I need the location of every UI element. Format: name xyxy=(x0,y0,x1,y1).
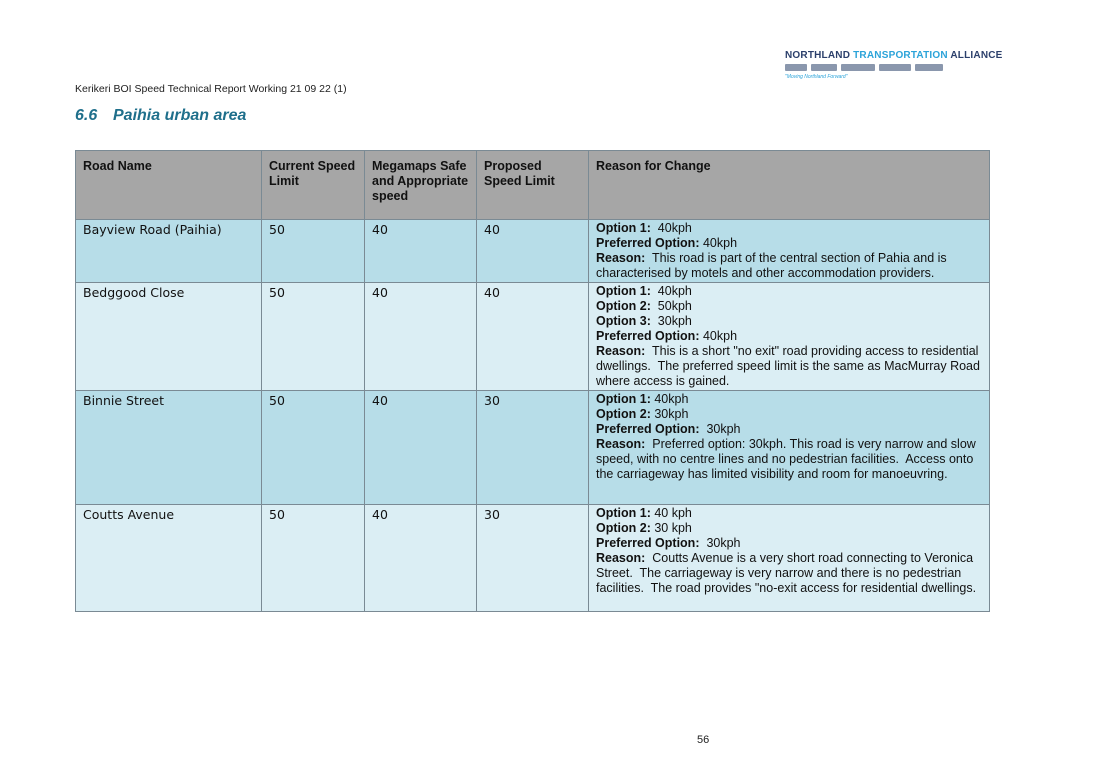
table-row xyxy=(76,391,990,505)
reason-line xyxy=(596,221,982,236)
reason-text: 30 kph xyxy=(650,521,692,535)
logo-title: NORTHLAND TRANSPORTATION ALLIANCE xyxy=(785,50,1003,61)
reason-cell xyxy=(589,505,990,612)
reason-line xyxy=(596,251,982,281)
council-logo-icon xyxy=(811,64,837,71)
current-speed-cell: 50 xyxy=(262,505,365,612)
header-current-speed: Current Speed Limit xyxy=(262,151,365,220)
reason-label: Reason: xyxy=(596,251,646,265)
reason-cell xyxy=(589,391,990,505)
proposed-speed-cell: 40 xyxy=(477,283,589,391)
road-name-cell: Bayview Road (Paihia) xyxy=(76,220,262,283)
reason-line xyxy=(596,299,982,314)
header-road-name: Road Name xyxy=(76,151,262,220)
reason-label: Option 2: xyxy=(596,299,651,313)
megamaps-speed-cell: 40 xyxy=(365,505,477,612)
reason-text: 40kph xyxy=(699,329,738,343)
reason-line xyxy=(596,521,982,536)
reason-text: 30kph xyxy=(699,422,741,436)
reason-label: Option 1: xyxy=(596,506,651,520)
reason-text: 50kph xyxy=(650,299,692,313)
council-logo-icon xyxy=(785,64,807,71)
section-heading xyxy=(75,107,246,125)
council-logo-icon xyxy=(879,64,911,71)
proposed-speed-cell: 40 xyxy=(477,220,589,283)
header-proposed-speed: Proposed Speed Limit xyxy=(477,151,589,220)
reason-text: 40kph xyxy=(650,392,689,406)
reason-cell xyxy=(589,283,990,391)
reason-text: 40kph xyxy=(650,221,692,235)
current-speed-cell: 50 xyxy=(262,391,365,505)
reason-label: Option 1: xyxy=(596,221,651,235)
reason-text: 40 kph xyxy=(650,506,692,520)
council-logo-icon xyxy=(841,64,875,71)
reason-text: Preferred option: 30kph. This road is very narrow and slow speed, with no centre lines and no pedestrian facilities. Access onto the carriageway has limited visibility and room for manoeuvring. xyxy=(596,437,980,481)
reason-text: 30kph xyxy=(650,314,692,328)
road-name-cell: Coutts Avenue xyxy=(76,505,262,612)
reason-label: Option 1: xyxy=(596,392,651,406)
speed-limit-table xyxy=(75,150,990,612)
partner-logos xyxy=(785,64,955,71)
header-reason: Reason for Change xyxy=(589,151,990,220)
reason-line xyxy=(596,329,982,344)
reason-text: This is a short "no exit" road providing access to residential dwellings. The preferred speed limit is the same as MacMurray Road where access is gained. xyxy=(596,344,984,388)
reason-label: Preferred Option: xyxy=(596,329,700,343)
logo-tagline: "Moving Northland Forward" xyxy=(785,74,848,80)
reason-label: Preferred Option: xyxy=(596,422,700,436)
agency-logo-icon xyxy=(915,64,943,71)
reason-text: 30kph xyxy=(699,536,741,550)
reason-text: This road is part of the central section of Pahia and is characterised by motels and other accommodation providers. xyxy=(596,251,951,280)
megamaps-speed-cell: 40 xyxy=(365,283,477,391)
megamaps-speed-cell: 40 xyxy=(365,220,477,283)
reason-line xyxy=(596,536,982,551)
table-row xyxy=(76,505,990,612)
reason-text: 30kph xyxy=(650,407,689,421)
nta-logo xyxy=(785,50,1003,80)
reason-cell xyxy=(589,220,990,283)
table-header-row xyxy=(76,151,990,220)
road-name-cell: Bedggood Close xyxy=(76,283,262,391)
reason-label: Reason: xyxy=(596,344,646,358)
header-megamaps-speed: Megamaps Safe and Appropriate speed xyxy=(365,151,477,220)
reason-label: Option 2: xyxy=(596,407,651,421)
reason-label: Option 1: xyxy=(596,284,651,298)
road-name-cell: Binnie Street xyxy=(76,391,262,505)
reason-text: 40kph xyxy=(650,284,692,298)
current-speed-cell: 50 xyxy=(262,220,365,283)
reason-line xyxy=(596,551,982,596)
page-number: 56 xyxy=(697,734,710,746)
reason-label: Preferred Option: xyxy=(596,236,700,250)
reason-label: Reason: xyxy=(596,551,646,565)
reason-label: Reason: xyxy=(596,437,646,451)
reason-line xyxy=(596,422,982,437)
reason-line xyxy=(596,236,982,251)
reason-line xyxy=(596,344,982,389)
reason-line xyxy=(596,314,982,329)
current-speed-cell: 50 xyxy=(262,283,365,391)
proposed-speed-cell: 30 xyxy=(477,391,589,505)
reason-line xyxy=(596,506,982,521)
reason-line xyxy=(596,407,982,422)
reason-text: Coutts Avenue is a very short road connecting to Veronica Street. The carriageway is very narrow and there is no pedestrian facilities. The road provides "no-exit access for residential dwellings. xyxy=(596,551,977,595)
megamaps-speed-cell: 40 xyxy=(365,391,477,505)
section-title: Paihia urban area xyxy=(113,107,247,124)
reason-line xyxy=(596,392,982,407)
reason-line xyxy=(596,284,982,299)
table-row xyxy=(76,220,990,283)
document-header: Kerikeri BOI Speed Technical Report Working 21 09 22 (1) xyxy=(75,83,347,95)
table-row xyxy=(76,283,990,391)
reason-text: 40kph xyxy=(699,236,738,250)
reason-label: Option 3: xyxy=(596,314,651,328)
reason-line xyxy=(596,437,982,482)
proposed-speed-cell: 30 xyxy=(477,505,589,612)
reason-label: Preferred Option: xyxy=(596,536,700,550)
reason-label: Option 2: xyxy=(596,521,651,535)
section-number: 6.6 xyxy=(75,107,98,124)
